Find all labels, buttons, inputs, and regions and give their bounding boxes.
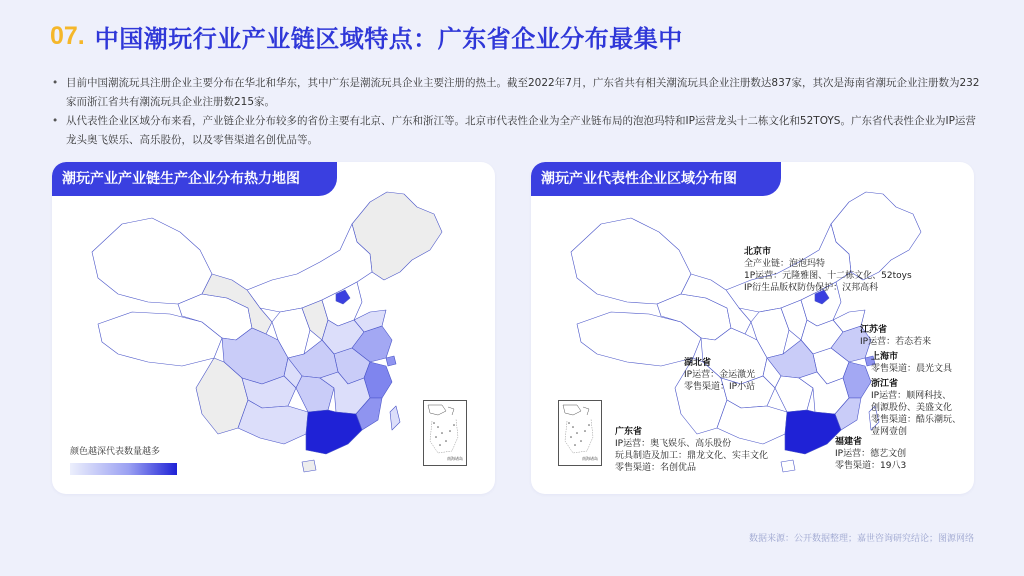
bullet-item: • 从代表性企业区域分布来看，产业链企业分布较多的省份主要有北京、广东和浙江等。北京市代表性企业为全产业链布局的泡泡玛特和IP运营龙头十二栋文化和52TOYS。广东省代表性企业为IP运营龙头奥飞娱乐、高乐股份，以及零售渠道名创优品等。 <box>50 112 985 150</box>
bullet-item: • 目前中国潮流玩具注册企业主要分布在华北和华东，其中广东是潮流玩具企业主要注册的热土。截至2022年7月，广东省共有相关潮流玩具企业注册数达837家，其次是海南省潮玩企业注册数为232家而浙江省共有潮流玩具企业注册数215家。 <box>50 74 985 112</box>
annotation-line: IP运营：顺网科技、 <box>871 391 952 401</box>
inset-caption: 南海诸岛 <box>582 456 598 461</box>
legend-gradient-bar <box>70 463 177 475</box>
annotation-fujian <box>835 436 906 472</box>
annotation-title: 广东省 <box>615 427 643 437</box>
annotation-line: 零售渠道：晨光文具 <box>871 364 953 374</box>
inset-caption: 南海诸岛 <box>447 456 463 461</box>
annotation-line: 零售渠道：名创优品 <box>615 463 697 473</box>
annotation-line: 零售渠道：酷乐潮玩、 <box>871 415 962 425</box>
region-taiwan <box>390 406 400 430</box>
legend-label: 颜色越深代表数量越多 <box>70 447 161 457</box>
region-shanghai <box>386 356 396 366</box>
annotation-jiangsu <box>860 324 931 348</box>
title-number: 07. <box>50 21 85 50</box>
annotation-guangdong <box>615 426 768 474</box>
annotation-title: 江苏省 <box>860 325 888 335</box>
region-xinjiang <box>571 218 691 304</box>
annotation-line: IP运营：奥飞娱乐、高乐股份 <box>615 439 732 449</box>
annotation-shanghai <box>871 351 952 375</box>
annotation-line: 创源股份、美盛文化 <box>871 403 953 413</box>
south-china-sea-inset <box>558 400 602 466</box>
annotation-line: 零售渠道：IP小站 <box>684 382 756 392</box>
summary-bullets <box>50 74 985 150</box>
representative-companies-card <box>531 162 974 494</box>
annotation-beijing <box>744 246 912 294</box>
annotation-hubei <box>684 357 755 393</box>
region-guangdong <box>785 410 841 454</box>
annotation-line: 玩具制造及加工：鼎龙文化、实丰文化 <box>615 451 769 461</box>
annotation-title: 浙江省 <box>871 379 899 389</box>
annotation-title: 北京市 <box>744 247 772 257</box>
region-hainan <box>781 460 795 472</box>
annotation-line: IP运营：德艺文创 <box>835 449 907 459</box>
south-china-sea-inset <box>423 400 467 466</box>
heatmap-card-title: 潮玩产业产业链生产企业分布热力地图 <box>52 162 337 196</box>
data-source-footer: 数据来源：公开数据整理；嘉世咨询研究结论；图源网络 <box>748 534 974 544</box>
annotation-zhejiang <box>871 378 961 438</box>
company-map-card-title: 潮玩产业代表性企业区域分布图 <box>531 162 781 196</box>
annotation-line: 壹网壹创 <box>871 427 908 437</box>
annotation-title: 湖北省 <box>684 358 712 368</box>
annotation-line: 零售渠道：19八3 <box>835 461 907 471</box>
annotation-line: 1P运营：元隆雅图、十二栋文化、52toys <box>744 271 912 281</box>
annotation-title: 上海市 <box>871 352 899 362</box>
heatmap-legend <box>70 444 177 475</box>
region-guangdong <box>306 410 362 454</box>
page-title <box>50 16 683 56</box>
annotation-title: 福建省 <box>835 437 863 447</box>
title-text: 中国潮玩行业产业链区域特点：广东省企业分布最集中 <box>94 24 683 53</box>
annotation-line: IP运营：金运激光 <box>684 370 756 380</box>
annotation-line: IP运营：若态若来 <box>860 337 932 347</box>
heatmap-card <box>52 162 495 494</box>
annotation-line: 全产业链：泡泡玛特 <box>744 259 826 269</box>
region-hainan <box>302 460 316 472</box>
region-xinjiang <box>92 218 212 304</box>
annotation-line: IP衍生品版权防伪保护：汉邦高科 <box>744 283 879 293</box>
